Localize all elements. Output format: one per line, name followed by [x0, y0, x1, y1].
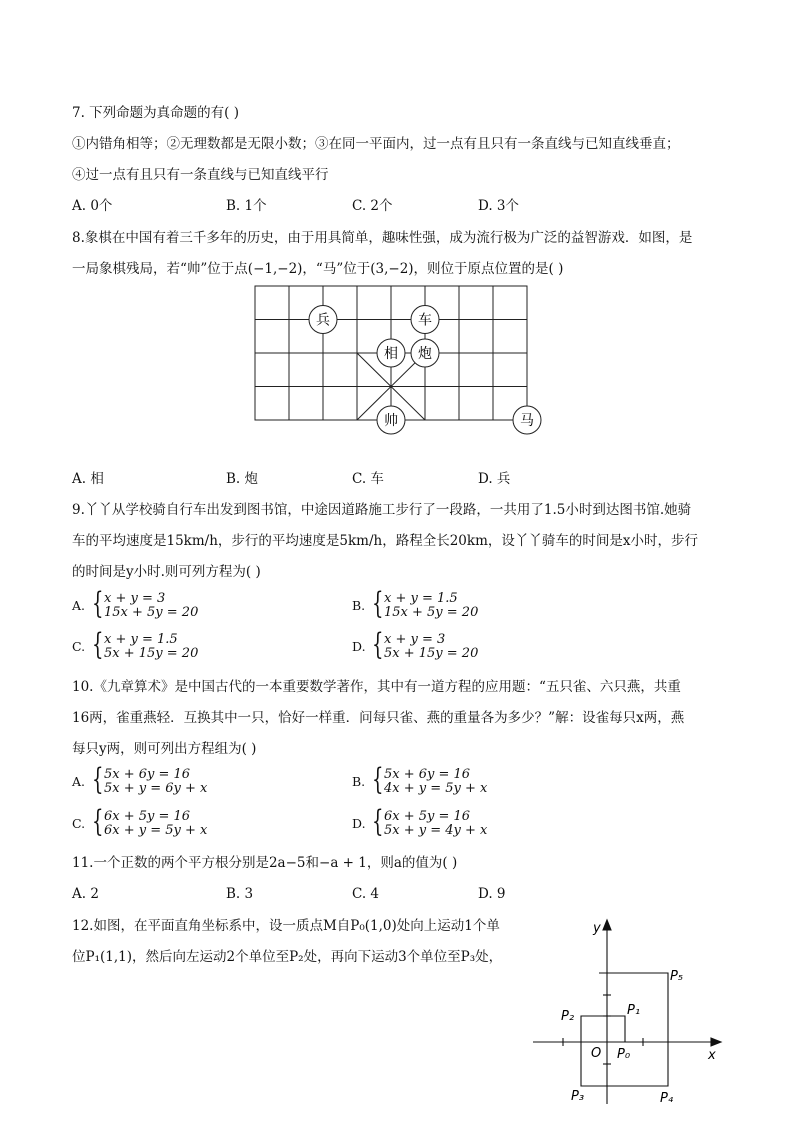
- piece-che: [411, 306, 439, 334]
- piece-ma: [513, 406, 541, 434]
- equation-1: 6x + 5y = 16: [104, 809, 191, 824]
- equation-2: 5x + 15y = 20: [384, 646, 479, 661]
- equation-1: x + y = 3: [104, 591, 166, 606]
- equation-2: 5x + y = 6y + x: [104, 781, 208, 796]
- q11-option-b[interactable]: B. 3: [226, 886, 254, 902]
- brace-symbol: {: [92, 627, 104, 662]
- p3-label: P₃: [571, 1089, 585, 1104]
- q11-option-a[interactable]: A. 2: [72, 886, 99, 902]
- brace-symbol: {: [372, 586, 384, 621]
- equation-1: x + y = 3: [384, 632, 446, 647]
- brace-symbol: {: [92, 586, 104, 621]
- chess-board-figure: [250, 283, 550, 443]
- q8-option-c[interactable]: C. 车: [352, 471, 384, 487]
- q7-statements-2: ④过一点有且只有一条直线与已知直线平行: [72, 167, 329, 183]
- brace-symbol: {: [92, 762, 104, 797]
- origin-label: O: [591, 1046, 602, 1061]
- q7-option-b[interactable]: B. 1个: [226, 198, 267, 214]
- equation-2: 6x + y = 5y + x: [104, 823, 208, 838]
- q7-option-d[interactable]: D. 3个: [478, 198, 520, 214]
- q10-stem-1: 10.《九章算术》是中国古代的一本重要数学著作，其中有一道方程的应用题：“五只雀、六只燕，共重: [72, 679, 681, 695]
- option-label: B.: [352, 598, 366, 613]
- svg-text:马: 马: [520, 413, 534, 429]
- q8-option-d[interactable]: D. 兵: [478, 471, 511, 487]
- brace-symbol: {: [372, 627, 384, 662]
- coordinate-plane-figure: [525, 912, 730, 1112]
- q7-option-c[interactable]: C. 2个: [352, 198, 393, 214]
- x-arrow-icon: [711, 1038, 721, 1046]
- q8-option-b[interactable]: B. 炮: [226, 471, 259, 487]
- q11-option-d[interactable]: D. 9: [478, 886, 506, 902]
- y-arrow-icon: [603, 920, 611, 930]
- q7-statements-1: ①内错角相等；②无理数都是无限小数；③在同一平面内，过一点有且只有一条直线与已知直线垂直；: [72, 136, 680, 152]
- equation-2: 15x + 5y = 20: [104, 605, 199, 620]
- piece-shuai: [377, 406, 405, 434]
- equation-1: x + y = 1.5: [384, 591, 458, 606]
- p1-label: P₁: [627, 1003, 641, 1018]
- q11-option-c[interactable]: C. 4: [352, 886, 380, 902]
- q8-option-a[interactable]: A. 相: [72, 471, 104, 487]
- brace-symbol: {: [372, 762, 384, 797]
- equation-1: 5x + 6y = 16: [384, 767, 471, 782]
- motion-path: [581, 973, 668, 1086]
- svg-text:帅: 帅: [384, 413, 398, 429]
- q8-stem-2: 一局象棋残局，若“帅”位于点(−1,−2)，“马”位于(3,−2)，则位于原点位置的是( ): [72, 261, 564, 277]
- piece-pao: [411, 339, 439, 367]
- svg-text:车: 车: [418, 312, 432, 329]
- brace-symbol: {: [372, 804, 384, 839]
- q7-stem: 7. 下列命题为真命题的有( ): [72, 105, 239, 121]
- equation-1: 5x + 6y = 16: [104, 767, 191, 782]
- option-label: A.: [72, 774, 86, 789]
- y-axis-label: y: [593, 921, 601, 936]
- piece-xiang: [377, 339, 405, 367]
- option-label: B.: [352, 774, 366, 789]
- option-label: C.: [72, 639, 86, 654]
- x-axis-label: x: [708, 1048, 716, 1063]
- equation-2: 5x + y = 4y + x: [384, 823, 488, 838]
- p2-label: P₂: [561, 1009, 575, 1024]
- q10-stem-3: 每只y两，则可列出方程组为( ): [72, 741, 257, 757]
- option-label: D.: [352, 639, 366, 654]
- q7-option-a[interactable]: A. 0个: [72, 198, 113, 214]
- piece-bing: [309, 306, 337, 334]
- p4-label: P₄: [660, 1091, 674, 1106]
- p0-label: P₀: [617, 1047, 631, 1062]
- q9-stem-1: 9.丫丫从学校骑自行车出发到图书馆，中途因道路施工步行了一段路，一共用了1.5小时到达图书馆.她骑: [72, 502, 692, 518]
- q9-stem-2: 车的平均速度是15km/h，步行的平均速度是5km/h，路程全长20km，设丫丫骑车的时间是x小时，步行: [72, 533, 698, 549]
- equation-2: 4x + y = 5y + x: [384, 781, 488, 796]
- q12-stem-2: 位P₁(1,1)，然后向左运动2个单位至P₂处，再向下运动3个单位至P₃处，: [72, 949, 503, 965]
- q11-stem: 11.一个正数的两个平方根分别是2a−5和−a + 1，则a的值为( ): [72, 855, 458, 871]
- q12-stem-1: 12.如图，在平面直角坐标系中，设一质点M自P₀(1,0)处向上运动1个单: [72, 918, 500, 934]
- equation-1: 6x + 5y = 16: [384, 809, 471, 824]
- option-label: C.: [72, 816, 86, 831]
- p5-label: P₅: [670, 969, 684, 984]
- brace-symbol: {: [92, 804, 104, 839]
- svg-text:炮: 炮: [418, 346, 432, 362]
- svg-text:相: 相: [384, 346, 398, 362]
- equation-2: 5x + 15y = 20: [104, 646, 199, 661]
- q10-stem-2: 16两，雀重燕轻．互换其中一只，恰好一样重．问每只雀、燕的重量各为多少？”解：设雀每只x两，燕: [72, 710, 685, 726]
- equation-1: x + y = 1.5: [104, 632, 178, 647]
- option-label: A.: [72, 598, 86, 613]
- q8-stem-1: 8.象棋在中国有着三千多年的历史，由于用具简单，趣味性强，成为流行极为广泛的益智游戏．如图，是: [72, 230, 693, 246]
- svg-text:兵: 兵: [316, 312, 330, 329]
- option-label: D.: [352, 816, 366, 831]
- q9-stem-3: 的时间是y小时.则可列方程为( ): [72, 564, 261, 580]
- equation-2: 15x + 5y = 20: [384, 605, 479, 620]
